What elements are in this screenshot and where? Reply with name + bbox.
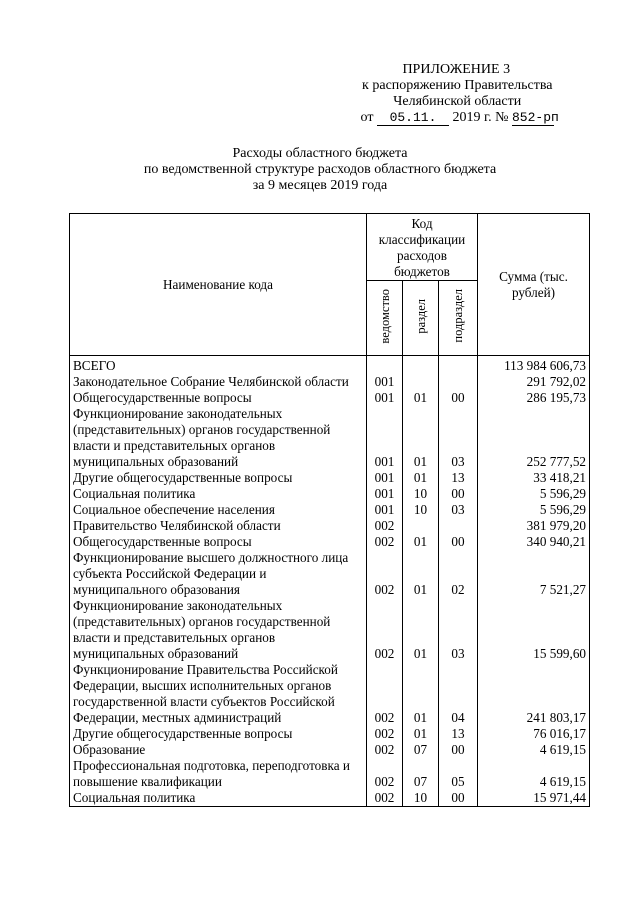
row-name-cell: Профессиональная подготовка, переподготовка и повышение квалификации	[70, 758, 367, 790]
table-row	[70, 406, 590, 470]
header-vedomstvo: ведомство	[367, 281, 403, 356]
budget-table-body	[70, 356, 590, 807]
header-code-group: Код классификации расходов бюджетов	[367, 214, 478, 281]
row-razdel-cell: 01	[403, 598, 439, 662]
order-date: 05.11.	[377, 111, 449, 126]
row-name-cell: Функционирование законодательных (представительных) органов государственной власти и представительных органов муниципальных образований	[70, 598, 367, 662]
row-razdel-cell: 01	[403, 726, 439, 742]
table-row	[70, 534, 590, 550]
row-sum-cell: 286 195,73	[478, 390, 590, 406]
row-vedomstvo-cell: 002	[367, 550, 403, 598]
row-podrazdel-cell: 00	[439, 742, 478, 758]
appendix-header	[360, 62, 559, 126]
appendix-title: ПРИЛОЖЕНИЕ 3	[402, 62, 511, 77]
row-podrazdel-cell: 00	[439, 790, 478, 807]
row-podrazdel-cell: 13	[439, 470, 478, 486]
header-sum: Сумма (тыс. рублей)	[478, 214, 590, 356]
row-vedomstvo-cell: 002	[367, 790, 403, 807]
row-razdel-cell	[403, 374, 439, 390]
table-row	[70, 390, 590, 406]
row-vedomstvo-cell: 002	[367, 758, 403, 790]
row-sum-cell: 241 803,17	[478, 662, 590, 726]
row-podrazdel-cell	[439, 374, 478, 390]
row-name-cell: Функционирование высшего должностного лица субъекта Российской Федерации и муниципального образования	[70, 550, 367, 598]
row-sum-cell: 4 619,15	[478, 742, 590, 758]
row-podrazdel-cell: 13	[439, 726, 478, 742]
row-vedomstvo-cell: 002	[367, 534, 403, 550]
table-row	[70, 374, 590, 390]
row-vedomstvo-cell: 002	[367, 598, 403, 662]
row-sum-cell: 381 979,20	[478, 518, 590, 534]
row-name-cell: ВСЕГО	[70, 356, 367, 375]
row-razdel-cell: 10	[403, 790, 439, 807]
row-podrazdel-cell	[439, 356, 478, 375]
row-podrazdel-cell: 00	[439, 534, 478, 550]
row-sum-cell: 340 940,21	[478, 534, 590, 550]
row-name-cell: Функционирование Правительства Российской Федерации, высших исполнительных органов государственной власти субъектов Российской Федерации, местных администраций	[70, 662, 367, 726]
row-sum-cell: 15 599,60	[478, 598, 590, 662]
row-name-cell: Функционирование законодательных (представительных) органов государственной власти и представительных органов муниципальных образований	[70, 406, 367, 470]
row-razdel-cell: 01	[403, 470, 439, 486]
row-podrazdel-cell: 00	[439, 486, 478, 502]
table-row	[70, 486, 590, 502]
row-name-cell: Социальное обеспечение населения	[70, 502, 367, 518]
row-sum-cell: 113 984 606,73	[478, 356, 590, 375]
row-name-cell: Другие общегосударственные вопросы	[70, 726, 367, 742]
row-razdel-cell: 01	[403, 406, 439, 470]
table-row	[70, 502, 590, 518]
table-row	[70, 662, 590, 726]
row-razdel-cell	[403, 518, 439, 534]
row-razdel-cell: 01	[403, 534, 439, 550]
row-sum-cell: 5 596,29	[478, 502, 590, 518]
row-podrazdel-cell: 03	[439, 406, 478, 470]
table-row	[70, 470, 590, 486]
row-podrazdel-cell	[439, 518, 478, 534]
header-name: Наименование кода	[70, 214, 367, 356]
row-sum-cell: 33 418,21	[478, 470, 590, 486]
row-vedomstvo-cell: 001	[367, 390, 403, 406]
row-name-cell: Законодательное Собрание Челябинской области	[70, 374, 367, 390]
row-name-cell: Правительство Челябинской области	[70, 518, 367, 534]
title-line-3: за 9 месяцев 2019 года	[252, 178, 388, 193]
row-razdel-cell: 10	[403, 502, 439, 518]
row-podrazdel-cell: 05	[439, 758, 478, 790]
row-vedomstvo-cell: 001	[367, 406, 403, 470]
row-razdel-cell: 01	[403, 550, 439, 598]
row-sum-cell: 252 777,52	[478, 406, 590, 470]
appendix-line-1: к распоряжению Правительства	[362, 78, 553, 93]
row-name-cell: Общегосударственные вопросы	[70, 390, 367, 406]
row-vedomstvo-cell: 001	[367, 374, 403, 390]
appendix-line-2: Челябинской области	[393, 94, 522, 109]
document-title	[0, 146, 640, 194]
row-podrazdel-cell: 04	[439, 662, 478, 726]
header-podrazdel: подраздел	[439, 281, 478, 356]
row-razdel-cell: 10	[403, 486, 439, 502]
order-reference	[360, 110, 559, 126]
row-vedomstvo-cell: 001	[367, 502, 403, 518]
row-vedomstvo-cell: 002	[367, 662, 403, 726]
row-razdel-cell: 01	[403, 390, 439, 406]
table-row	[70, 550, 590, 598]
row-vedomstvo-cell: 002	[367, 742, 403, 758]
row-sum-cell: 7 521,27	[478, 550, 590, 598]
row-name-cell: Общегосударственные вопросы	[70, 534, 367, 550]
row-podrazdel-cell: 03	[439, 502, 478, 518]
row-name-cell: Другие общегосударственные вопросы	[70, 470, 367, 486]
table-row	[70, 598, 590, 662]
row-name-cell: Социальная политика	[70, 790, 367, 807]
row-vedomstvo-cell: 001	[367, 486, 403, 502]
table-row	[70, 758, 590, 790]
row-razdel-cell: 07	[403, 758, 439, 790]
order-year-label: 2019 г. №	[452, 110, 509, 125]
row-sum-cell: 76 016,17	[478, 726, 590, 742]
row-name-cell: Социальная политика	[70, 486, 367, 502]
row-sum-cell: 5 596,29	[478, 486, 590, 502]
title-line-2: по ведомственной структуре расходов областного бюджета	[143, 162, 497, 177]
header-razdel: раздел	[403, 281, 439, 356]
row-razdel-cell	[403, 356, 439, 375]
budget-table	[69, 213, 590, 807]
table-row	[70, 790, 590, 807]
table-row	[70, 518, 590, 534]
title-line-1: Расходы областного бюджета	[232, 146, 408, 161]
row-razdel-cell: 01	[403, 662, 439, 726]
table-row	[70, 742, 590, 758]
row-vedomstvo-cell	[367, 356, 403, 375]
table-row	[70, 356, 590, 375]
row-name-cell: Образование	[70, 742, 367, 758]
row-vedomstvo-cell: 001	[367, 470, 403, 486]
order-from-label: от	[360, 110, 374, 125]
row-razdel-cell: 07	[403, 742, 439, 758]
row-vedomstvo-cell: 002	[367, 726, 403, 742]
row-podrazdel-cell: 02	[439, 550, 478, 598]
row-podrazdel-cell: 03	[439, 598, 478, 662]
row-sum-cell: 15 971,44	[478, 790, 590, 807]
row-sum-cell: 4 619,15	[478, 758, 590, 790]
row-sum-cell: 291 792,02	[478, 374, 590, 390]
row-vedomstvo-cell: 002	[367, 518, 403, 534]
order-number: 852-рп	[512, 110, 559, 125]
table-row	[70, 726, 590, 742]
row-podrazdel-cell: 00	[439, 390, 478, 406]
